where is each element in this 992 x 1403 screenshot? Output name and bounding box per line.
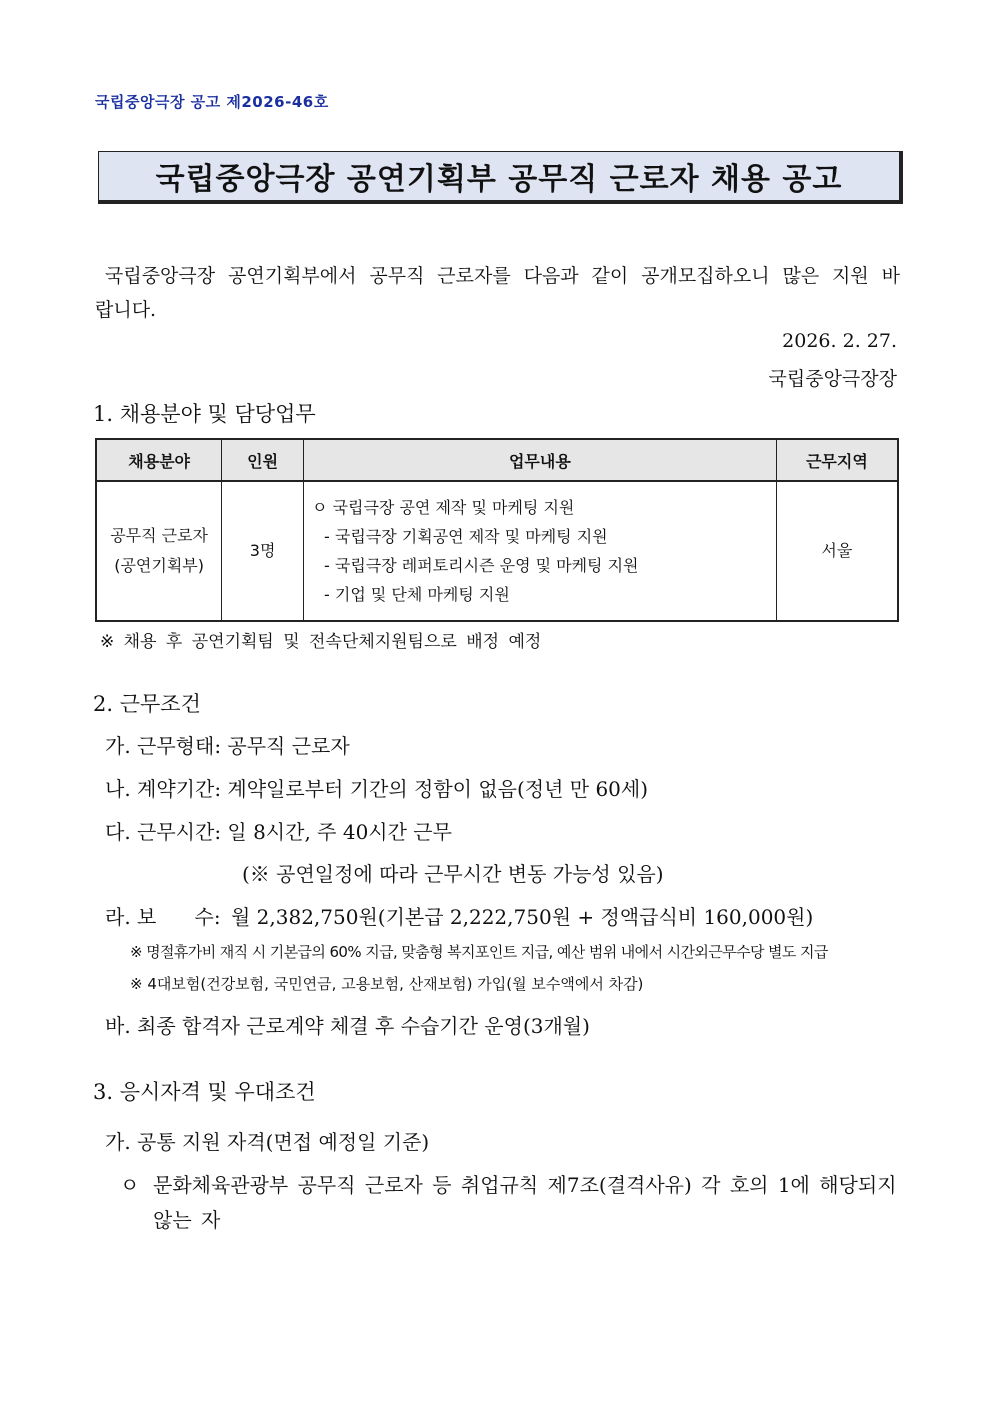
field-name: 공무직 근로자 xyxy=(110,526,209,545)
duty-main: ㅇ 국립극장 공연 제작 및 마케팅 지원 xyxy=(312,498,575,517)
table-header-cell: 인원 xyxy=(222,439,304,481)
page-title: 국립중앙극장 공연기획부 공무직 근로자 채용 공고 xyxy=(155,162,843,197)
salary-value: 월 2,382,750원(기본급 2,222,750원 + 정액급식비 160,000원) xyxy=(231,905,814,929)
work-hours: 다. 근무시간: 일 8시간, 주 40시간 근무 xyxy=(105,820,452,844)
announcement-date: 2026. 2. 27. xyxy=(782,330,897,352)
insurance-note: ※ 4대보험(건강보험, 국민연금, 고용보험, 산재보험) 가입(월 보수액에서 차감) xyxy=(130,975,644,993)
qualification-bullet xyxy=(120,1168,900,1238)
section-heading-2: 2. 근무조건 xyxy=(93,692,201,716)
field-department: (공연기획부) xyxy=(114,556,204,575)
bullet-text: 문화체육관광부 공무직 근로자 등 취업규칙 제7조(결격사유) 각 호의 1에 해당되지 않는 자 xyxy=(153,1173,897,1232)
table-header-cell: 채용분야 xyxy=(96,439,222,481)
duty-sub-item: - 국립극장 기획공연 제작 및 마케팅 지원 xyxy=(324,527,608,546)
headcount-cell: 3명 xyxy=(222,481,304,621)
title-box xyxy=(98,151,903,204)
signer: 국립중앙극장장 xyxy=(768,368,897,390)
duty-sub-item: - 국립극장 레퍼토리시즌 운영 및 마케팅 지원 xyxy=(324,556,639,575)
salary xyxy=(105,901,813,930)
table-header-cell: 업무내용 xyxy=(304,439,777,481)
table-header-row xyxy=(96,439,898,481)
probation: 바. 최종 합격자 근로계약 체결 후 수습기간 운영(3개월) xyxy=(105,1014,590,1038)
table-row xyxy=(96,481,898,621)
salary-note: ※ 명절휴가비 재직 시 기본급의 60% 지급, 맞춤형 복지포인트 지급, 예산 범위 내에서 시간외근무수당 별도 지급 xyxy=(130,943,828,961)
intro-paragraph: 국립중앙극장 공연기획부에서 공무직 근로자를 다음과 같이 공개모집하오니 많은 지원 바랍니다. xyxy=(95,265,900,321)
bullet-mark: ㅇ xyxy=(120,1173,140,1197)
duties-cell xyxy=(304,481,777,621)
section-heading-3: 3. 응시자격 및 우대조건 xyxy=(93,1080,316,1104)
contract-period: 나. 계약기간: 계약일로부터 기간의 정함이 없음(정년 만 60세) xyxy=(105,777,649,801)
notice-number: 국립중앙극장 공고 제2026-46호 xyxy=(95,93,329,111)
work-type: 가. 근무형태: 공무직 근로자 xyxy=(105,734,350,758)
duty-sub-item: - 기업 및 단체 마케팅 지원 xyxy=(324,585,510,604)
table-note: ※ 채용 후 공연기획팀 및 전속단체지원팀으로 배정 예정 xyxy=(100,632,542,652)
work-hours-note: (※ 공연일정에 따라 근무시간 변동 가능성 있음) xyxy=(242,862,664,886)
location-cell: 서울 xyxy=(776,481,898,621)
salary-label: 라. 보 수: xyxy=(105,905,221,929)
section-heading-1: 1. 채용분야 및 담당업무 xyxy=(93,402,316,426)
field-cell xyxy=(96,481,222,621)
common-qualification: 가. 공통 지원 자격(면접 예정일 기준) xyxy=(105,1130,430,1154)
table-header-cell: 근무지역 xyxy=(776,439,898,481)
job-table xyxy=(95,438,899,622)
